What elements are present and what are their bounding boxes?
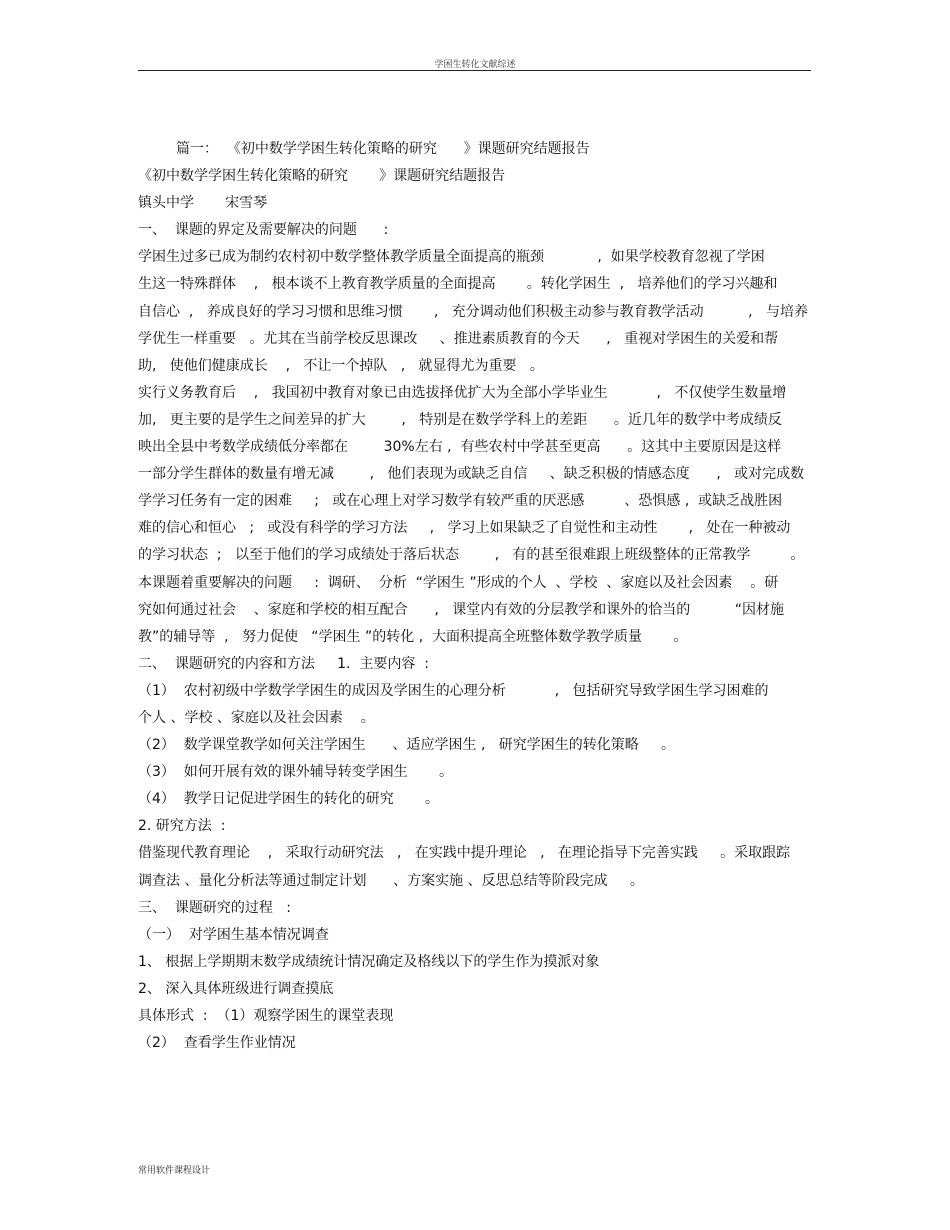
page-header: 学困生转化文献综述	[434, 60, 516, 70]
document-body	[138, 141, 814, 1062]
list-item: （3） 如何开展有效的课外辅导转变学困生 。	[138, 764, 453, 781]
text-line: 学优生一样重要 。尤其在当前学校反思课改 、推进素质教育的今天 , 重视对学困生的关爱和帮	[138, 330, 779, 347]
text-line: 借鉴现代教育理论 , 采取行动研究法 , 在实践中提升理论 , 在理论指导下完善实践 。采取跟踪	[138, 845, 791, 862]
list-item: （4） 教学日记促进学困生的转化的研究 。	[138, 791, 439, 808]
page-footer: 常用软件课程设计	[138, 1166, 211, 1176]
list-item: （2） 查看学生作业情况	[138, 1035, 296, 1052]
list-item: （1） 农村初级中学数学学困生的成因及学困生的心理分析 , 包括研究导致学困生学习困难的	[138, 682, 769, 699]
text-line: 本课题着重要解决的问题 : 调研、 分析 “学困生 ”形成的个人 、学校 、家庭以及社会因素 。研	[138, 574, 779, 591]
text-line: 生这一特殊群体 , 根本谈不上教育教学质量的全面提高 。转化学困生 , 培养他们的学习兴趣和	[138, 276, 778, 293]
subheading: 2. 研究方法 :	[138, 818, 226, 835]
heading-1: 一、 课题的界定及需要解决的问题 :	[138, 222, 389, 239]
section-title: 篇一： 《初中数学学困生转化策略的研究 》课题研究结题报告	[176, 141, 590, 157]
list-item: 1、 根据上学期期末数学成绩统计情况确定及格线以下的学生作为摸派对象	[138, 953, 600, 970]
text-line: 的学习状态 ; 以至于他们的学习成绩处于落后状态 , 有的甚至很难跟上班级整体的正常教学 。	[138, 547, 805, 564]
text-line: 个人 、学校 、家庭以及社会因素 。	[138, 709, 375, 726]
text-line: 实行义务教育后 , 我国初中教育对象已由选拔择优扩大为全部小学毕业生 , 不仅使学生数量增	[138, 384, 787, 401]
text-line: 教”的辅导等 , 努力促使 “学困生 ”的转化 , 大面积提高全班整体数学教学质量 。	[138, 628, 688, 645]
text-line: 助, 使他们健康成长 , 不让一个掉队 , 就显得尤为重要 。	[138, 357, 544, 374]
text-line: 映出全县中考数学成绩低分率都在 30%左右 , 有些农村中学甚至更高 。这其中主要原因是这样	[138, 439, 782, 456]
subheading: （一） 对学困生基本情况调查	[138, 926, 329, 943]
list-item: （2） 数学课堂教学如何关注学困生 、适应学困生 , 研究学困生的转化策略 。	[138, 737, 676, 754]
text-line: 自信心 , 养成良好的学习习惯和思维习惯 , 充分调动他们积极主动参与教育教学活动 , 与培养	[138, 303, 808, 320]
report-title: 《初中数学学困生转化策略的研究 》课题研究结题报告	[138, 168, 506, 185]
heading-3: 三、 课题研究的过程 :	[138, 899, 291, 916]
text-line: 究如何通过社会 、家庭和学校的相互配合 , 课堂内有效的分层教学和课外的恰当的 “因材施	[138, 601, 785, 618]
text-line: 加, 更主要的是学生之间差异的扩大 , 特别是在数学学科上的差距 。近几年的数学中考成绩反	[138, 411, 782, 428]
heading-2: 二、 课题研究的内容和方法 1. 主要内容 :	[138, 655, 430, 672]
text-line: 调查法 、量化分析法等通过制定计划 、方案实施 、反思总结等阶段完成 。	[138, 872, 644, 889]
text-line: 学学习任务有一定的困难 ; 或在心理上对学习数学有较严重的厌恶感 、恐惧感 , 或缺乏战胜困	[138, 493, 783, 510]
text-line: 学困生过多已成为制约农村初中数学整体教学质量全面提高的瓶颈 , 如果学校教育忽视了学困	[138, 249, 765, 266]
text-line: 难的信心和恒心 ; 或没有科学的学习方法 , 学习上如果缺乏了自觉性和主动性 , 处在一种被动	[138, 520, 791, 537]
text-line: 具体形式 : （1）观察学困生的课堂表现	[138, 1008, 394, 1024]
header-rule	[138, 70, 811, 71]
author-line: 镇头中学 宋雪琴	[138, 195, 268, 212]
text-line: 一部分学生群体的数量有增无减 , 他们表现为或缺乏自信 、缺乏积极的情感态度 , 或对完成数	[138, 466, 805, 483]
list-item: 2、 深入具体班级进行调查摸底	[138, 980, 334, 997]
